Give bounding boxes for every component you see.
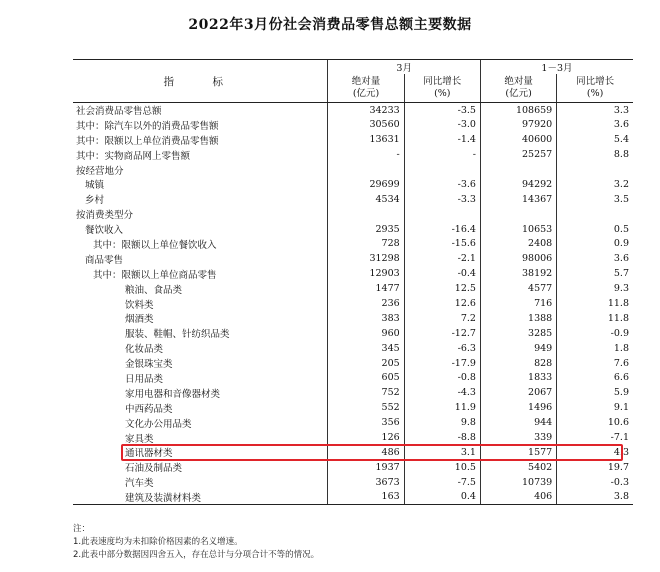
ytd-abs-cell: 828 [480, 356, 556, 371]
ytd-yoy-header: 同比增长 (%) [557, 74, 633, 103]
row-label: 服装、鞋帽、针纺织品类 [125, 329, 230, 341]
ytd-yoy-cell: 0.5 [557, 222, 633, 237]
ytd-abs-header: 绝对量 (亿元) [480, 74, 556, 103]
ytd-abs-cell: 97920 [480, 117, 556, 132]
month-yoy-cell: 12.5 [404, 281, 480, 296]
footnote-label: 注： [73, 524, 91, 534]
ytd-yoy-cell: 3.6 [557, 117, 633, 132]
table-row [73, 356, 633, 371]
month-yoy-cell [404, 162, 480, 177]
table-row [73, 162, 633, 177]
month-abs-cell: 2935 [328, 222, 404, 237]
month-group-header: 3月 [328, 60, 481, 75]
month-abs-cell: 752 [328, 385, 404, 400]
table-row [73, 311, 633, 326]
ytd-abs-cell: 949 [480, 341, 556, 356]
ytd-abs-cell: 716 [480, 296, 556, 311]
month-yoy-cell: 11.9 [404, 400, 480, 415]
row-label: 家具类 [125, 433, 154, 445]
ytd-yoy-cell: 3.8 [557, 490, 633, 505]
month-abs-cell: 30560 [328, 117, 404, 132]
table-row [73, 281, 633, 296]
ytd-abs-cell: 1833 [480, 371, 556, 386]
row-label: 按消费类型分 [76, 210, 134, 222]
month-yoy-cell: -17.9 [404, 356, 480, 371]
row-label: 粮油、食品类 [125, 284, 183, 296]
table-row [73, 103, 633, 118]
month-abs-cell: 486 [328, 445, 404, 460]
month-yoy-cell: -2.1 [404, 251, 480, 266]
ytd-abs-cell: 38192 [480, 266, 556, 281]
month-abs-cell: 1477 [328, 281, 404, 296]
ytd-abs-cell: 1577 [480, 445, 556, 460]
row-label: 乡村 [85, 195, 105, 207]
ytd-yoy-cell: 3.6 [557, 251, 633, 266]
month-yoy-cell: 7.2 [404, 311, 480, 326]
table-row [73, 222, 633, 237]
month-yoy-cell: -16.4 [404, 222, 480, 237]
month-abs-cell: 236 [328, 296, 404, 311]
ytd-yoy-cell: 3.5 [557, 192, 633, 207]
month-yoy-cell: -3.0 [404, 117, 480, 132]
table-row [73, 266, 633, 281]
month-yoy-cell: -3.5 [404, 103, 480, 118]
month-abs-cell: 29699 [328, 177, 404, 192]
table-row [73, 415, 633, 430]
row-label: 家用电器和音像器材类 [125, 388, 221, 400]
header-row-groups [73, 60, 633, 75]
table-row [73, 251, 633, 266]
month-abs-cell: 552 [328, 400, 404, 415]
month-yoy-cell: 10.5 [404, 460, 480, 475]
ytd-abs-cell: 98006 [480, 251, 556, 266]
month-abs-cell: 205 [328, 356, 404, 371]
table-row [73, 192, 633, 207]
month-yoy-cell: -8.8 [404, 430, 480, 445]
ytd-abs-cell: 2067 [480, 385, 556, 400]
month-abs-cell: 605 [328, 371, 404, 386]
ytd-abs-cell: 3285 [480, 326, 556, 341]
row-label: 其中：实物商品网上零售额 [76, 150, 191, 162]
table-row [73, 207, 633, 222]
row-label: 日用品类 [125, 373, 164, 385]
ytd-abs-cell: 10653 [480, 222, 556, 237]
ytd-abs-cell: 94292 [480, 177, 556, 192]
ytd-abs-cell: 944 [480, 415, 556, 430]
month-abs-cell [328, 207, 404, 222]
ytd-yoy-cell: 9.3 [557, 281, 633, 296]
month-yoy-cell: -7.5 [404, 475, 480, 490]
month-abs-cell: 345 [328, 341, 404, 356]
ytd-abs-cell: 1496 [480, 400, 556, 415]
month-abs-cell: 3673 [328, 475, 404, 490]
row-label: 城镇 [85, 180, 105, 192]
row-label: 其中：限额以上单位商品零售 [93, 269, 217, 281]
row-label: 其中：除汽车以外的消费品零售额 [76, 120, 219, 132]
month-yoy-header: 同比增长 (%) [404, 74, 480, 103]
row-label: 饮料类 [125, 299, 154, 311]
ytd-abs-cell [480, 207, 556, 222]
ytd-yoy-cell: 6.6 [557, 371, 633, 386]
row-label: 石油及制品类 [125, 463, 183, 475]
table-row [73, 237, 633, 252]
table-row [73, 132, 633, 147]
ytd-abs-cell: 2408 [480, 237, 556, 252]
month-abs-cell [328, 162, 404, 177]
ytd-abs-cell: 406 [480, 490, 556, 505]
ytd-yoy-cell: 5.9 [557, 385, 633, 400]
table-row [73, 475, 633, 490]
row-label: 社会消费品零售总额 [76, 106, 162, 118]
table-row [73, 445, 633, 460]
month-yoy-cell: -3.6 [404, 177, 480, 192]
row-label: 文化办公用品类 [125, 418, 192, 430]
ytd-abs-cell: 339 [480, 430, 556, 445]
ytd-abs-cell: 25257 [480, 147, 556, 162]
ytd-abs-cell: 14367 [480, 192, 556, 207]
table-row [73, 371, 633, 386]
month-yoy-cell: -1.4 [404, 132, 480, 147]
table-row [73, 296, 633, 311]
ytd-yoy-cell: 4.3 [557, 445, 633, 460]
ytd-yoy-cell [557, 207, 633, 222]
month-yoy-cell: 9.8 [404, 415, 480, 430]
ytd-yoy-cell: 19.7 [557, 460, 633, 475]
month-yoy-cell: 3.1 [404, 445, 480, 460]
month-yoy-cell: -0.4 [404, 266, 480, 281]
ytd-yoy-cell: 1.8 [557, 341, 633, 356]
footnote-1: 1.此表速度均为未扣除价格因素的名义增速。 [73, 537, 243, 547]
month-yoy-cell: -12.7 [404, 326, 480, 341]
month-yoy-cell: -15.6 [404, 237, 480, 252]
row-label: 烟酒类 [125, 314, 154, 326]
month-abs-cell: 163 [328, 490, 404, 505]
ytd-abs-cell: 40600 [480, 132, 556, 147]
row-label: 商品零售 [85, 254, 124, 266]
row-label: 化妆品类 [125, 344, 164, 356]
ytd-group-header: 1－3月 [480, 60, 633, 75]
ytd-abs-cell: 4577 [480, 281, 556, 296]
table-row [73, 430, 633, 445]
table-row [73, 385, 633, 400]
row-label: 通讯器材类 [125, 448, 173, 460]
ytd-yoy-cell: 3.3 [557, 103, 633, 118]
footnotes [73, 523, 319, 562]
ytd-yoy-cell: 7.6 [557, 356, 633, 371]
ytd-yoy-cell: -0.3 [557, 475, 633, 490]
row-label: 汽车类 [125, 478, 154, 490]
ytd-yoy-cell: 5.7 [557, 266, 633, 281]
table-row [73, 490, 633, 505]
ytd-yoy-cell: -0.9 [557, 326, 633, 341]
page-title: 2022年3月份社会消费品零售总额主要数据 [188, 17, 472, 33]
month-abs-cell: 34233 [328, 103, 404, 118]
month-abs-cell: 13631 [328, 132, 404, 147]
table-row [73, 117, 633, 132]
table-row [73, 147, 633, 162]
month-yoy-cell: -0.8 [404, 371, 480, 386]
table-row [73, 326, 633, 341]
footnote-2: 2.此表中部分数据因四舍五入，存在总计与分项合计不等的情况。 [73, 550, 320, 560]
month-abs-cell: 126 [328, 430, 404, 445]
ytd-yoy-cell: 11.8 [557, 296, 633, 311]
ytd-abs-cell: 108659 [480, 103, 556, 118]
month-abs-cell: 1937 [328, 460, 404, 475]
table-row [73, 177, 633, 192]
ytd-abs-cell: 10739 [480, 475, 556, 490]
ytd-yoy-cell: -7.1 [557, 430, 633, 445]
row-label: 按经营地分 [76, 165, 124, 177]
month-abs-cell: - [328, 147, 404, 162]
ytd-yoy-cell: 0.9 [557, 237, 633, 252]
ytd-yoy-cell: 11.8 [557, 311, 633, 326]
table-body [73, 103, 633, 505]
row-label: 金银珠宝类 [125, 359, 173, 371]
row-label: 中西药品类 [125, 403, 173, 415]
ytd-yoy-cell: 8.8 [557, 147, 633, 162]
month-abs-cell: 728 [328, 237, 404, 252]
ytd-yoy-cell: 5.4 [557, 132, 633, 147]
ytd-abs-cell: 1388 [480, 311, 556, 326]
month-yoy-cell: -3.3 [404, 192, 480, 207]
month-yoy-cell: 0.4 [404, 490, 480, 505]
ytd-yoy-cell: 9.1 [557, 400, 633, 415]
row-label: 建筑及装潢材料类 [73, 490, 328, 505]
ytd-yoy-cell: 3.2 [557, 177, 633, 192]
ytd-yoy-cell [557, 162, 633, 177]
row-label: 餐饮收入 [85, 225, 124, 237]
month-yoy-cell: -4.3 [404, 385, 480, 400]
month-yoy-cell: 12.6 [404, 296, 480, 311]
row-label: 其中：限额以上单位消费品零售额 [76, 135, 219, 147]
month-abs-cell: 356 [328, 415, 404, 430]
ytd-abs-cell: 5402 [480, 460, 556, 475]
table-row [73, 460, 633, 475]
month-yoy-cell: -6.3 [404, 341, 480, 356]
retail-sales-table [73, 59, 633, 505]
month-abs-cell: 383 [328, 311, 404, 326]
month-abs-header: 绝对量 (亿元) [328, 74, 404, 103]
month-abs-cell: 12903 [328, 266, 404, 281]
month-yoy-cell [404, 207, 480, 222]
indicator-header: 指 标 [73, 60, 328, 103]
ytd-abs-cell [480, 162, 556, 177]
table-row [73, 341, 633, 356]
month-abs-cell: 960 [328, 326, 404, 341]
month-yoy-cell: - [404, 147, 480, 162]
table-row [73, 400, 633, 415]
row-label: 其中：限额以上单位餐饮收入 [93, 239, 217, 251]
month-abs-cell: 4534 [328, 192, 404, 207]
ytd-yoy-cell: 10.6 [557, 415, 633, 430]
month-abs-cell: 31298 [328, 251, 404, 266]
